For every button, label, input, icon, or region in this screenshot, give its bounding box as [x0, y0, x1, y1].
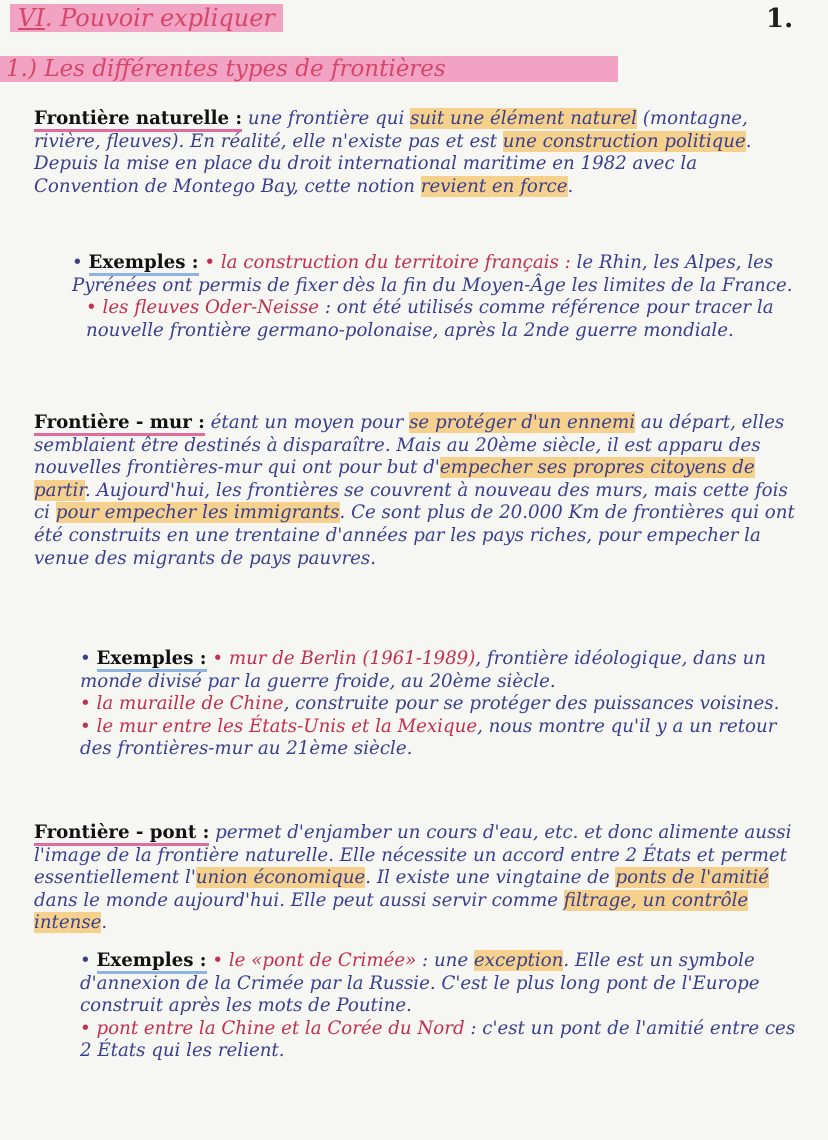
example-lead: le «pont de Crimée» — [228, 950, 417, 971]
example-text-continued: . Elle est un symbole d'annexion de la Crimée par la Russie. C'est le plus long pont de l'Europe construit après les mots de Poutine. — [80, 950, 760, 1017]
example-text: : une — [416, 950, 474, 971]
heading-roman-numeral: VI — [18, 4, 45, 32]
text-run: étant un moyen pour — [204, 412, 410, 433]
highlighted-phrase: suit une élément naturel — [410, 108, 637, 129]
example-item: • le mur entre les États-Unis et la Mexique, nous montre qu'il y a un retour des frontières-mur au 21ème siècle. — [80, 715, 777, 760]
highlighted-phrase: empecher ses propres citoyens de partir — [34, 457, 755, 501]
example-text: : ont été utilisés comme référence pour tracer la nouvelle frontière germano-polonaise, après la 2nde guerre mondiale. — [86, 297, 774, 341]
example-item: • Exemples : • le «pont de Crimée» : une exception. Elle est un symbole d'annexion de la Crimée par la Russie. C'est le plus long pont de l'Europe construit après les mots de Poutine. — [80, 950, 760, 1017]
text-run: permet d'enjamber un cours d'eau, etc. et donc alimente aussi l'image de la frontière naturelle. Elle nécessite un accord entre 2 États et permet essentiellement l' — [34, 822, 792, 889]
term-label: Frontière - mur : — [34, 412, 205, 436]
example-text: , construite pour se protéger des puissances voisines. — [283, 693, 780, 715]
example-text: , nous montre qu'il y a un retour des frontières-mur au 21ème siècle. — [80, 715, 777, 760]
examples-label: Exemples : — [97, 648, 207, 672]
example-item: • Exemples : • la construction du territoire français : le Rhin, les Alpes, les Pyrénées ont permis de fixer dès la fin du Moyen-Âge les limites de la France. — [72, 252, 793, 296]
page-number: 1. — [766, 4, 794, 34]
examples-block — [72, 252, 802, 342]
example-text: : c'est un pont de l'amitié entre ces 2 États qui les relient. — [80, 1017, 796, 1062]
example-lead: le mur entre les États-Unis et la Mexique — [96, 715, 478, 737]
heading-text: . Pouvoir expliquer — [44, 4, 275, 32]
text-run: . Aujourd'hui, les frontières se couvrent à nouveau des murs, mais cette fois ci — [34, 479, 788, 524]
text-run: . Il existe une vingtaine de — [365, 867, 616, 889]
text-run: . — [567, 175, 574, 197]
example-lead: les fleuves Oder-Neisse — [102, 297, 320, 319]
text-run: dans le monde aujourd'hui. Elle peut aussi servir comme — [34, 889, 564, 911]
highlighted-phrase: union économique — [195, 867, 366, 889]
example-item: • la muraille de Chine, construite pour se protéger des puissances voisines. — [80, 693, 780, 715]
highlight-word: exception — [473, 950, 564, 971]
example-lead: la muraille de Chine — [96, 693, 284, 715]
examples-label: Exemples : — [97, 950, 207, 974]
highlighted-phrase: se protéger d'un ennemi — [409, 412, 636, 433]
example-lead: pont entre la Chine et la Corée du Nord — [96, 1017, 465, 1039]
subsection-heading: 1.) Les différentes types de frontières — [0, 56, 618, 82]
text-run: au départ, elles semblaient être destinés à disparaître. Mais au 20ème siècle, il est apparu des nouvelles frontières-mur qui ont pour but d' — [34, 412, 785, 479]
term-label: Frontière - pont : — [34, 822, 209, 846]
text-run: . Ce sont plus de 20.000 Km de frontières qui ont été construits en une trentaine d'années par les pays riches, pour empecher la venue des migrants de pays pauvres. — [34, 502, 795, 569]
definition-text — [34, 412, 795, 569]
text-run: (montagne, rivière, fleuves). En réalité, elle n'existe pas et est — [34, 108, 748, 152]
section-natural-border — [34, 108, 806, 198]
example-text: , frontière idéologique, dans un monde divisé par la guerre froide, au 20ème siècle. — [80, 648, 766, 692]
highlighted-phrase: pour empecher les immigrants — [55, 502, 340, 524]
example-lead: la construction du territoire français : — [220, 252, 571, 273]
text-run: une frontière qui — [242, 108, 411, 129]
section-heading — [10, 4, 283, 32]
examples-label: Exemples : — [89, 252, 199, 276]
example-text: le Rhin, les Alpes, les Pyrénées ont permis de fixer dès la fin du Moyen-Âge les limites de la France. — [72, 252, 793, 296]
text-run: . — [101, 912, 108, 934]
examples-block — [80, 950, 802, 1063]
highlighted-phrase: une construction politique — [502, 130, 746, 152]
highlighted-phrase: filtrage, un contrôle intense — [34, 889, 749, 934]
highlighted-phrase: revient en force — [420, 175, 568, 197]
text-run: . Depuis la mise en place du droit international maritime en 1982 avec la Convention de Montego Bay, cette notion — [34, 130, 752, 197]
highlighted-phrase: ponts de l'amitié — [615, 867, 769, 889]
term-label: Frontière naturelle : — [34, 108, 242, 132]
section-bridge-border — [34, 822, 806, 935]
example-lead: mur de Berlin (1961-1989) — [228, 648, 476, 669]
examples-block — [80, 648, 802, 761]
example-item: • Exemples : • mur de Berlin (1961-1989), frontière idéologique, dans un monde divisé par la guerre froide, au 20ème siècle. — [80, 648, 766, 692]
example-item: • les fleuves Oder-Neisse : ont été utilisés comme référence pour tracer la nouvelle frontière germano-polonaise, après la 2nde guerre mondiale. — [86, 297, 774, 341]
section-wall-border — [34, 412, 806, 570]
example-item: • pont entre la Chine et la Corée du Nord : c'est un pont de l'amitié entre ces 2 États qui les relient. — [80, 1017, 796, 1062]
